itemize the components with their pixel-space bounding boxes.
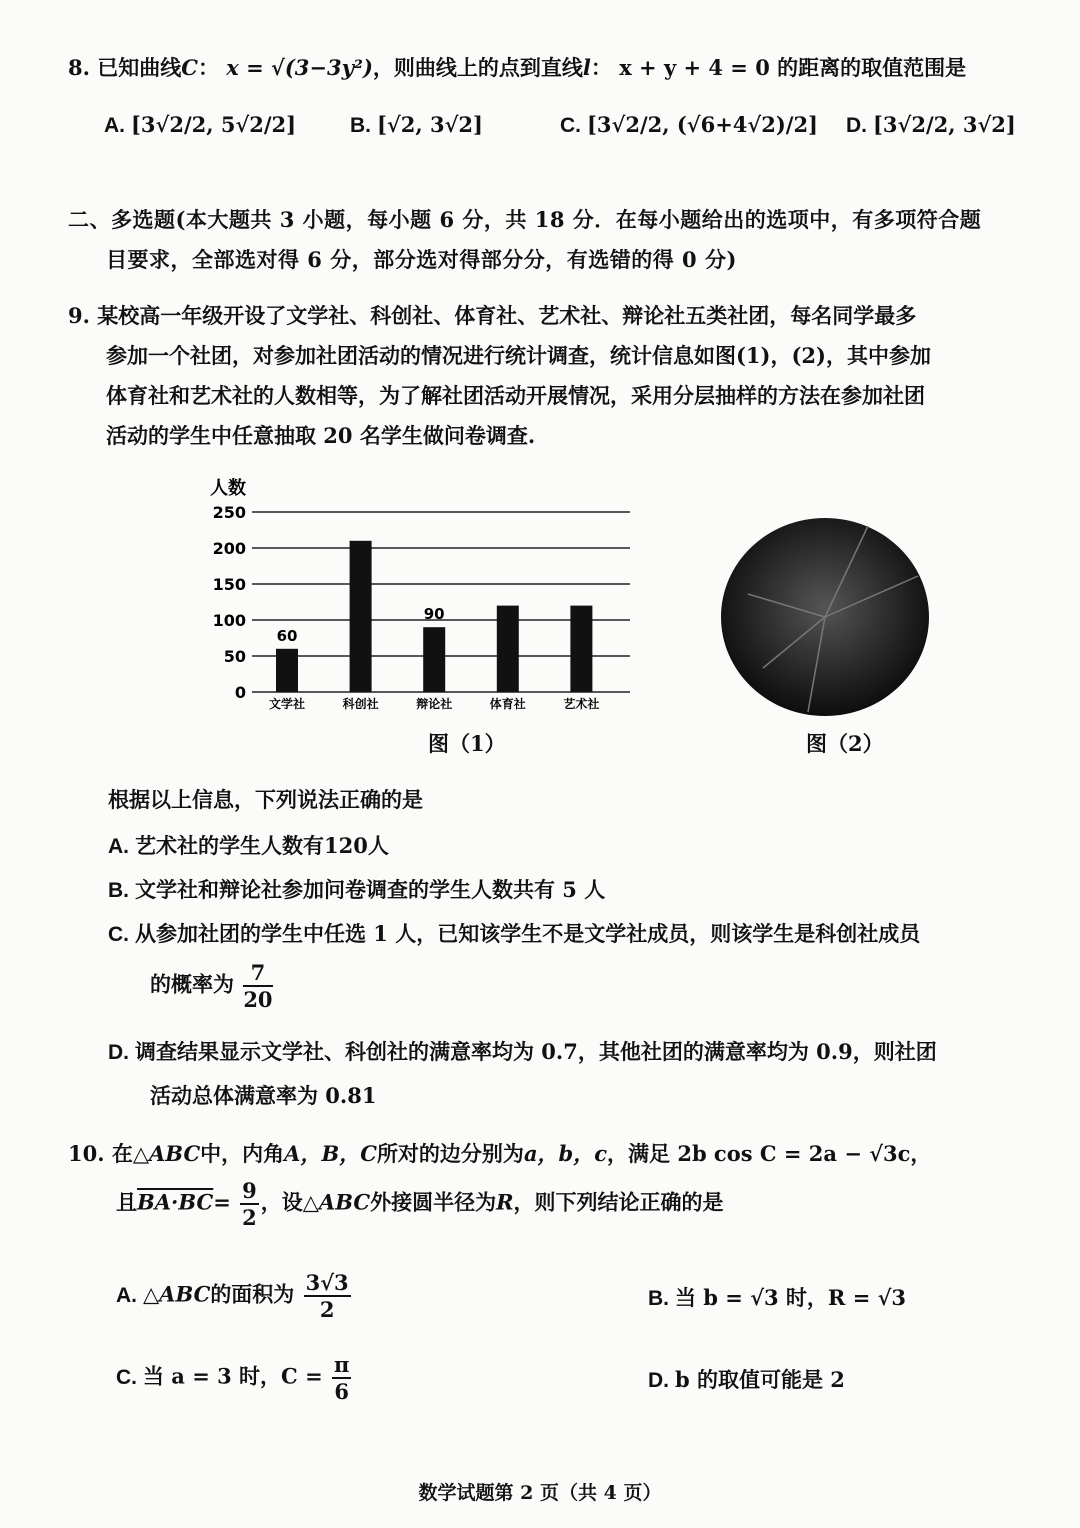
y-tick-label: 200 [212,539,246,558]
q8-option-d-text: [3√2/2, 3√2] [873,112,1016,137]
fig1-caption: 图（1） [428,731,506,756]
q10-option-a-fraction [304,1272,351,1320]
y-tick-label: 0 [234,683,246,702]
q9-line4: 活动的学生中任意抽取 20 名学生做问卷调查. [106,423,536,448]
q9-prompt: 根据以上信息，下列说法正确的是 [108,787,423,812]
frac-denominator: 20 [243,987,273,1012]
q8-option-c [560,112,818,138]
q10-condition: ，满足 2b cos C = 2a − √3c， [607,1141,932,1166]
chart-ylabel: 人数 [210,478,246,499]
y-tick-label: 50 [223,647,246,666]
q10-text: R [496,1189,514,1215]
q8-option-a-text: [3√2/2, 5√2/2] [131,112,297,137]
frac-denominator: 6 [334,1379,349,1404]
bar-chart [200,470,640,720]
section2-line2: 目要求，全部选对得 6 分，部分选对得部分分，有选错的得 0 分) [106,247,737,272]
q8-stem [68,52,966,82]
q9-option-d [108,1036,937,1066]
q10-line1 [68,1138,931,1168]
q9-option-a-label: A. [108,835,129,858]
q8-option-a-label: A. [104,114,125,137]
q10-vector-product: BA·BC [137,1189,214,1215]
q8-number: 8. [68,55,90,80]
bar-文学社 [276,649,298,692]
bar-体育社 [497,606,519,692]
q10-text: 在△ [111,1141,150,1166]
q10-text: a，b，c [523,1141,608,1166]
q8-option-b-text: [√2, 3√2] [377,112,483,137]
q10-option-a-text: 的面积为 [210,1281,295,1307]
q8-option-b [350,112,483,138]
q10-fraction [240,1180,259,1228]
q10-line2 [116,1180,724,1228]
fig2-caption: 图（2） [806,731,884,756]
q9-option-a-text: 艺术社的学生人数有120人 [135,833,389,858]
q9-stem [68,296,1023,456]
q10-text: ，设△ [260,1189,319,1215]
q9-option-c-line2 [150,962,275,1010]
q9-line3: 体育社和艺术社的人数相等，为了解社团活动开展情况，采用分层抽样的方法在参加社团 [106,383,925,408]
q8-option-a [104,112,296,138]
q8-stem-d: ： x + y + 4 = 0 的距离的取值范围是 [590,55,967,80]
page-footer: 数学试题第 2 页（共 4 页） [418,1482,662,1504]
x-tick-label: 文学社 [268,697,306,711]
frac-denominator: 2 [319,1297,335,1322]
bar-艺术社 [570,606,592,692]
bar-data-label: 90 [423,605,445,624]
q9-option-b-text: 文学社和辩论社参加问卷调查的学生人数共有 5 人 [135,877,606,902]
y-tick-label: 250 [212,503,246,522]
q10-option-a-text: △ [143,1281,160,1307]
q9-option-c [108,918,920,948]
q8-option-d-label: D. [846,114,867,137]
y-tick-label: 100 [212,611,246,630]
bar-科创社 [350,541,372,692]
q10-option-b-text: 当 b = √3 时，R = √3 [675,1285,907,1310]
q8-curve-name: C [181,55,198,80]
q8-option-b-label: B. [350,114,371,137]
q10-option-d-label: D. [648,1369,669,1392]
q10-option-d [648,1364,845,1394]
q8-option-c-label: C. [560,114,581,137]
q10-option-d-text: b 的取值可能是 2 [675,1367,845,1392]
q8-equation: x = √(3−3y²) [226,55,373,80]
q9-option-d-line2: 活动总体满意率为 0.81 [150,1083,377,1108]
q10-option-a-text: ABC [159,1281,211,1307]
q9-option-c-text: 从参加社团的学生中任选 1 人，已知该学生不是文学社成员，则该学生是科创社成员 [135,921,921,946]
q10-text: = [213,1189,231,1215]
q9-option-d-text: 调查结果显示文学社、科创社的满意率均为 0.7，其他社团的满意率均为 0.9，则社团 [135,1039,937,1064]
q10-option-c-fraction [332,1354,351,1402]
q8-stem-c: ，则曲线上的点到直线 [372,55,583,80]
q9-number: 9. [68,303,90,328]
frac-numerator: π [334,1352,350,1377]
q10-option-a-label: A. [116,1283,137,1307]
q8-option-d [846,112,1016,138]
q8-option-c-text: [3√2/2, (√6+4√2)/2] [587,112,818,137]
q10-text: ABC [318,1189,371,1215]
q10-text: ，则下列结论正确的是 [513,1189,724,1215]
q10-option-c-label: C. [116,1365,137,1389]
frac-numerator: 3√3 [305,1270,349,1295]
q9-option-c-label: C. [108,923,129,946]
q8-line-name: l [582,55,591,80]
q9-line1: 某校高一年级开设了文学社、科创社、体育社、艺术社、辩论社五类社团，每名同学最多 [97,303,917,328]
q9-option-b-label: B. [108,879,129,902]
section2-line1: 二、多选题(本大题共 3 小题，每小题 6 分，共 18 分．在每小题给出的选项中，有多项符合题 [68,207,982,232]
bar-data-label: 60 [276,626,298,645]
frac-numerator: 7 [243,962,272,987]
x-tick-label: 体育社 [489,697,526,711]
q10-option-c-text: 当 a = 3 时，C = [143,1363,323,1389]
q9-option-b [108,874,605,904]
frac-denominator: 2 [242,1205,257,1230]
q9-line2: 参加一个社团，对参加社团活动的情况进行统计调查，统计信息如图(1)，(2)，其中参加 [106,343,931,368]
q9-option-d-label: D. [108,1041,129,1064]
y-tick-label: 150 [212,575,246,594]
x-tick-label: 辩论社 [416,697,453,711]
q9-option-c-prob-text: 的概率为 [150,971,234,997]
q10-number: 10. [68,1141,105,1166]
q10-text: 且 [116,1189,137,1215]
q10-option-b-label: B. [648,1287,669,1310]
q8-stem-a: 已知曲线 [97,55,182,80]
frac-numerator: 9 [242,1178,257,1203]
q9-option-c-fraction [243,962,272,1010]
q10-option-a [116,1272,353,1320]
q10-option-c [116,1354,353,1402]
q10-text: A，B，C [284,1141,377,1166]
pie-chart-figure [718,516,932,718]
q9-option-a [108,830,389,860]
q10-text: 外接圆半径为 [370,1189,497,1215]
q8-stem-b: ： [197,55,219,80]
q10-option-b [648,1282,906,1312]
section2-header [68,200,1018,280]
bar-辩论社 [423,627,445,692]
q10-text: 所对的边分别为 [376,1141,524,1166]
q10-text: 中，内角 [200,1141,285,1166]
x-tick-label: 艺术社 [563,697,600,711]
x-tick-label: 科创社 [342,697,379,711]
q10-text: ABC [149,1141,201,1166]
